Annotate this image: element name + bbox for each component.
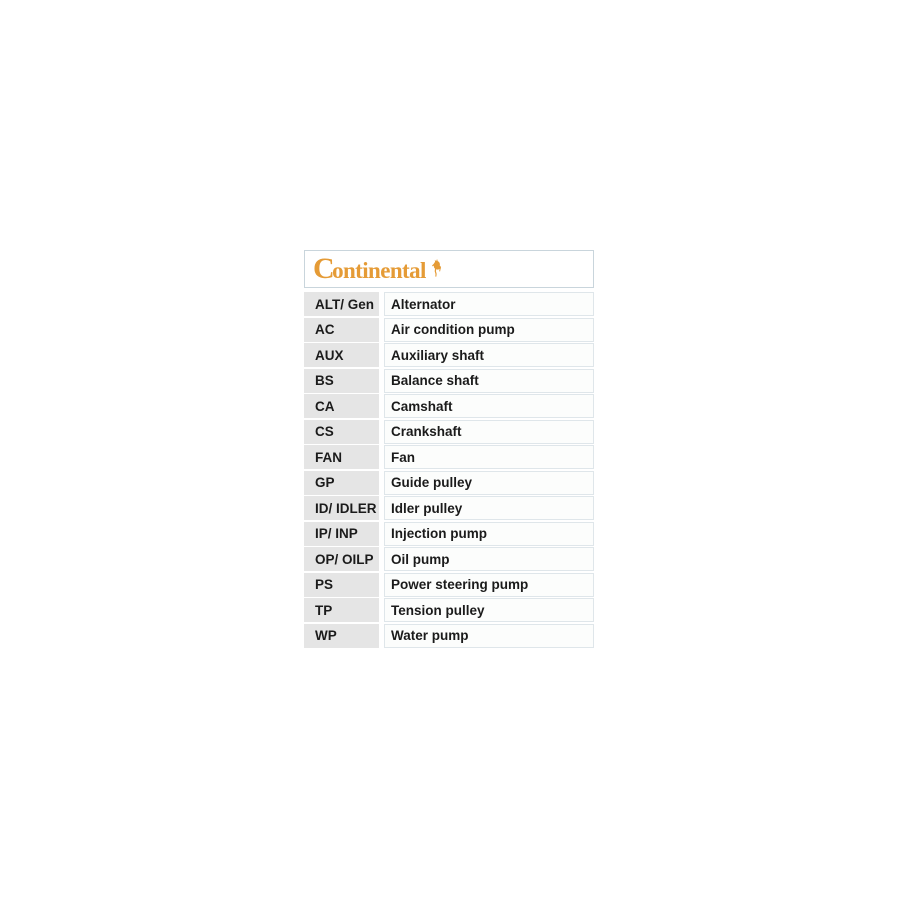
abbreviation-cell: AUX — [304, 343, 379, 367]
abbreviation-cell: GP — [304, 471, 379, 495]
legend-row — [304, 394, 594, 418]
abbreviation-cell: AC — [304, 318, 379, 342]
description-cell: Oil pump — [384, 547, 594, 571]
abbreviation-cell: BS — [304, 369, 379, 393]
legend-row — [304, 343, 594, 367]
legend-row — [304, 318, 594, 342]
legend-row — [304, 292, 594, 316]
abbreviation-cell: TP — [304, 598, 379, 622]
legend-row — [304, 573, 594, 597]
continental-logo — [313, 251, 444, 285]
description-cell: Camshaft — [384, 394, 594, 418]
description-cell: Balance shaft — [384, 369, 594, 393]
rearing-horse-icon — [429, 258, 444, 277]
description-cell: Power steering pump — [384, 573, 594, 597]
legend-row — [304, 496, 594, 520]
legend-row — [304, 522, 594, 546]
description-cell: Auxiliary shaft — [384, 343, 594, 367]
description-cell: Injection pump — [384, 522, 594, 546]
abbreviation-legend-table — [304, 292, 594, 648]
abbreviation-cell: WP — [304, 624, 379, 648]
logo-letter-c: C — [313, 251, 335, 285]
abbreviation-cell: CS — [304, 420, 379, 444]
abbreviation-cell: ID/ IDLER — [304, 496, 379, 520]
legend-row — [304, 369, 594, 393]
brand-header — [304, 250, 594, 288]
description-cell: Water pump — [384, 624, 594, 648]
abbreviation-cell: PS — [304, 573, 379, 597]
abbreviation-cell: FAN — [304, 445, 379, 469]
description-cell: Alternator — [384, 292, 594, 316]
legend-row — [304, 598, 594, 622]
abbreviation-cell: CA — [304, 394, 379, 418]
legend-card — [304, 250, 594, 649]
description-cell: Air condition pump — [384, 318, 594, 342]
legend-row — [304, 420, 594, 444]
description-cell: Tension pulley — [384, 598, 594, 622]
abbreviation-cell: OP/ OILP — [304, 547, 379, 571]
legend-row — [304, 547, 594, 571]
legend-row — [304, 624, 594, 648]
legend-row — [304, 445, 594, 469]
description-cell: Crankshaft — [384, 420, 594, 444]
description-cell: Fan — [384, 445, 594, 469]
abbreviation-cell: IP/ INP — [304, 522, 379, 546]
logo-text: ontinental — [332, 257, 426, 283]
legend-row — [304, 471, 594, 495]
description-cell: Idler pulley — [384, 496, 594, 520]
abbreviation-cell: ALT/ Gen — [304, 292, 379, 316]
description-cell: Guide pulley — [384, 471, 594, 495]
